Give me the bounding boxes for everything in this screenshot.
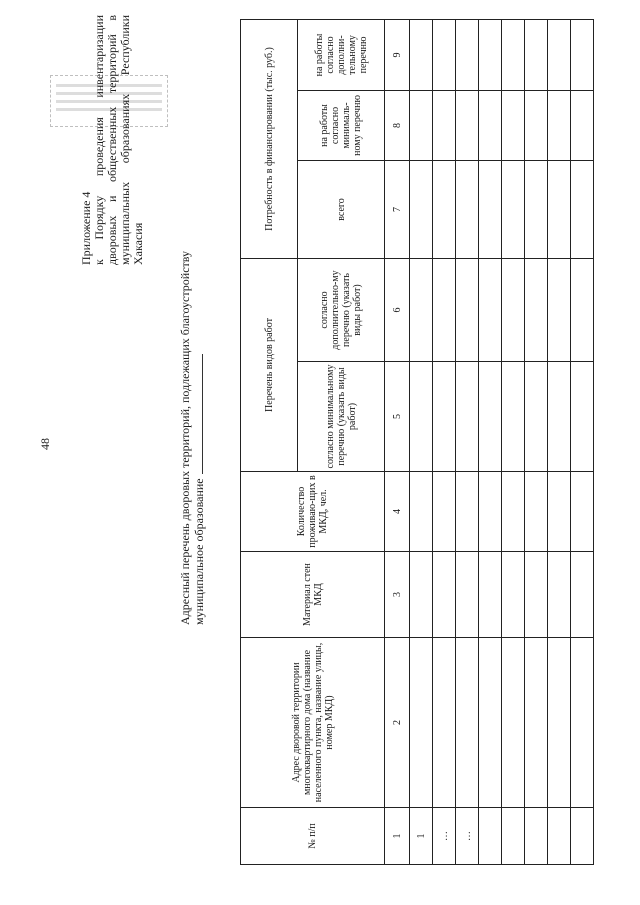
header-min-works: согласно минимальному перечню (указать виды работ) <box>298 362 385 472</box>
column-number: 5 <box>385 362 410 472</box>
municipality-line <box>192 354 207 625</box>
row-label <box>479 808 502 865</box>
header-min-finance: на работы согласно минималь-ному перечню <box>298 90 385 160</box>
row-label: 1 <box>410 808 433 865</box>
municipality-fill-line <box>192 354 203 474</box>
page-number: 48 <box>38 438 52 450</box>
header-residents: Количество проживаю-щих в МКД, чел. <box>241 472 385 552</box>
appendix-title: Приложение 4 <box>79 191 93 265</box>
header-works-group: Перечень видов работ <box>241 258 298 471</box>
column-number: 2 <box>385 638 410 808</box>
table-row <box>456 19 479 864</box>
header-extra-works: согласно дополнительно-му перечню (указать виды работ) <box>298 258 385 361</box>
column-number: 4 <box>385 472 410 552</box>
header-finance-group: Потребность в финансировании (тыс. руб.) <box>241 19 298 258</box>
column-number: 3 <box>385 552 410 638</box>
column-number: 8 <box>385 90 410 160</box>
row-label <box>502 808 525 865</box>
column-number-row <box>385 19 410 864</box>
table-row <box>479 19 502 864</box>
header-wall-material: Материал стен МКД <box>241 552 385 638</box>
header-number: № п/п <box>241 808 385 865</box>
table-row <box>410 19 433 864</box>
row-label <box>525 808 548 865</box>
table-row <box>433 19 456 864</box>
column-number: 1 <box>385 808 410 865</box>
row-label: … <box>456 808 479 865</box>
document-title: Адресный перечень дворовых территорий, подлежащих благоустройству <box>178 250 192 625</box>
table-row <box>525 19 548 864</box>
column-number: 7 <box>385 160 410 258</box>
column-number: 6 <box>385 258 410 361</box>
appendix-body: к Порядку проведения инвентаризации дворовых и общественных территорий в муниципальных образованиях Республики Хакасия <box>92 15 145 265</box>
header-address: Адрес дворовой территории многоквартирного дома (название населенного пункта, название улицы, номер МКД) <box>241 638 385 808</box>
row-label <box>548 808 571 865</box>
header-extra-finance: на работы согласно дополни-тельному перечню <box>298 19 385 90</box>
table-row <box>502 19 525 864</box>
table-row <box>548 19 571 864</box>
header-total: всего <box>298 160 385 258</box>
address-table <box>240 19 594 865</box>
appendix-block <box>80 15 145 265</box>
table-header-row <box>241 19 298 864</box>
row-label <box>571 808 594 865</box>
table-row <box>571 19 594 864</box>
municipality-label: муниципальное образование <box>192 478 206 625</box>
row-label: … <box>433 808 456 865</box>
column-number: 9 <box>385 19 410 90</box>
